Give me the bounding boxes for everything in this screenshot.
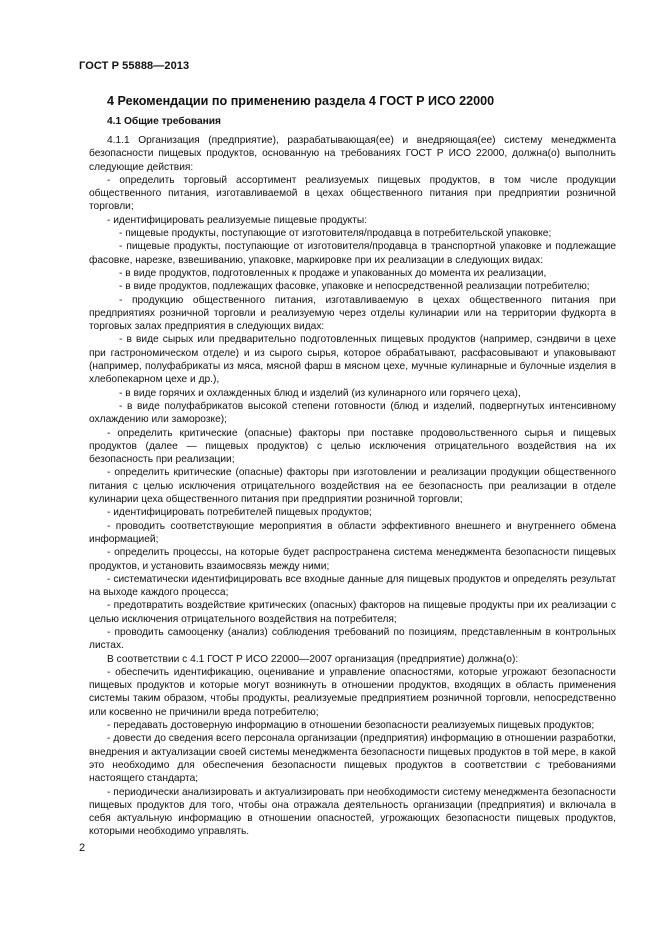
list-item: - обеспечить идентификацию, оценивание и управление опасностями, которые угрожают безопасности пищевых продуктов и которые могут возникнуть в отношении продуктов, входящих в область применения системы таким образом, чтобы продукты, реализуемые предприятием розничной торговли, непосредственно или косвенно не причинили вреда потребителю; bbox=[89, 666, 616, 718]
body-text bbox=[89, 134, 616, 839]
list-item: - в виде продуктов, подготовленных к продаже и упакованных до момента их реализации, bbox=[119, 267, 547, 279]
document-code: ГОСТ Р 55888—2013 bbox=[79, 60, 190, 72]
list-item: - определить критические (опасные) факторы при изготовлении и реализации продукции общественного питания с целью исключения отрицательного воздействия на ее безопасность при реализации в отделе кулинарии цеха общественного питания при предприятии розничной торговли; bbox=[89, 467, 616, 506]
list-item: - периодически анализировать и актуализировать при необходимости систему менеджмента безопасности пищевых продуктов для того, чтобы она отражала деятельность организации (предприятия) и включала в себя актуальную информацию в отношении опасностей, угрожающих безопасности пищевых продуктов, которыми необходимо управлять. bbox=[89, 786, 616, 838]
list-item: - довести до сведения всего персонала организации (предприятия) информацию в отношении разработки, внедрения и актуализации своей системы менеджмента безопасности пищевых продуктов в той мере, в какой это необходимо для обеспечения безопасности пищевых продуктов в соответствии с требованиями настоящего стандарта; bbox=[89, 733, 616, 785]
list-item: - в виде продуктов, подлежащих фасовке, упаковке и непосредственной реализации потребителю; bbox=[119, 281, 590, 293]
list-item: - предотвратить воздействие критических (опасных) факторов на пищевые продукты при их реализации с целью исключения отрицательного воздействия на потребителя; bbox=[89, 600, 616, 625]
paragraph: В соответствии с 4.1 ГОСТ Р ИСО 22000—2007 организация (предприятие) должна(о): bbox=[107, 653, 519, 665]
list-item: - в виде полуфабрикатов высокой степени готовности (блюд и изделий, подвергнутых интенсивному охлаждению или заморозке); bbox=[89, 400, 616, 426]
list-item: - в виде сырых или предварительно подготовленных пищевых продуктов (например, сэндвичи в цехе при гастрономическом отделе) и из сырого сырья, которое обрабатывают, расфасовывают и упаковывают (например, полуфабрикаты из мяса, мясной фарш в мясном цехе, мучные кулинарные и булочные изделия в хлебопекарном цехе и др.), bbox=[89, 334, 616, 386]
paragraph: 4.1.1 Организация (предприятие), разрабатывающая(ее) и внедряющая(ее) систему менеджмента безопасности пищевых продуктов, основанную на требованиях ГОСТ Р ИСО 22000, должна(о) выполнить следующие действия: bbox=[89, 135, 616, 173]
list-item: - пищевые продукты, поступающие от изготовителя/продавца в транспортной упаковке и подлежащие фасовке, нарезке, взвешиванию, упаковке, маркировке при их реализации в следующих видах: bbox=[89, 241, 616, 266]
list-item: - определить торговый ассортимент реализуемых пищевых продуктов, в том числе продукции общественного питания, изготавливаемой в цехах общественного питания при предприятии розничной торговли; bbox=[89, 174, 616, 213]
list-item: - проводить соответствующие мероприятия в области эффективного внешнего и внутреннего обмена информацией; bbox=[89, 520, 616, 545]
list-item: - определить критические (опасные) факторы при поставке продовольственного сырья и пищевых продуктов (далее — пищевых продуктов) с целью исключения отрицательного воздействия на их безопасность при реализации; bbox=[89, 427, 616, 466]
list-item: - идентифицировать реализуемые пищевые продукты: bbox=[107, 214, 368, 226]
list-item: - передавать достоверную информацию в отношении безопасности реализуемых пищевых продуктов; bbox=[107, 720, 595, 732]
list-item: - в виде горячих и охлажденных блюд и изделий (из кулинарного или горячего цеха), bbox=[119, 387, 521, 399]
list-item: - систематически идентифицировать все входные данные для пищевых продуктов и определять результат на выходе каждого процесса; bbox=[89, 573, 616, 599]
list-item: - продукцию общественного питания, изготавливаемую в цехах общественного питания при предприятиях розничной торговли и реализуемую через отделы кулинарии или на территории фудкорта в торговых залах предприятия в следующих видах: bbox=[89, 294, 616, 333]
list-item: - проводить самооценку (анализ) соблюдения требований по позициям, представленным в контрольных листах. bbox=[89, 626, 616, 652]
list-item: - определить процессы, на которые будет распространена система менеджмента безопасности пищевых продуктов, и установить взаимосвязь между ними; bbox=[89, 547, 616, 572]
page-number: 2 bbox=[79, 842, 86, 854]
list-item: - пищевые продукты, поступающие от изготовителя/продавца в потребительской упаковке; bbox=[119, 228, 552, 240]
list-item: - идентифицировать потребителей пищевых продуктов; bbox=[107, 507, 372, 519]
section-title: 4 Рекомендации по применению раздела 4 ГОСТ Р ИСО 22000 bbox=[107, 94, 495, 108]
subsection-title: 4.1 Общие требования bbox=[107, 116, 221, 127]
